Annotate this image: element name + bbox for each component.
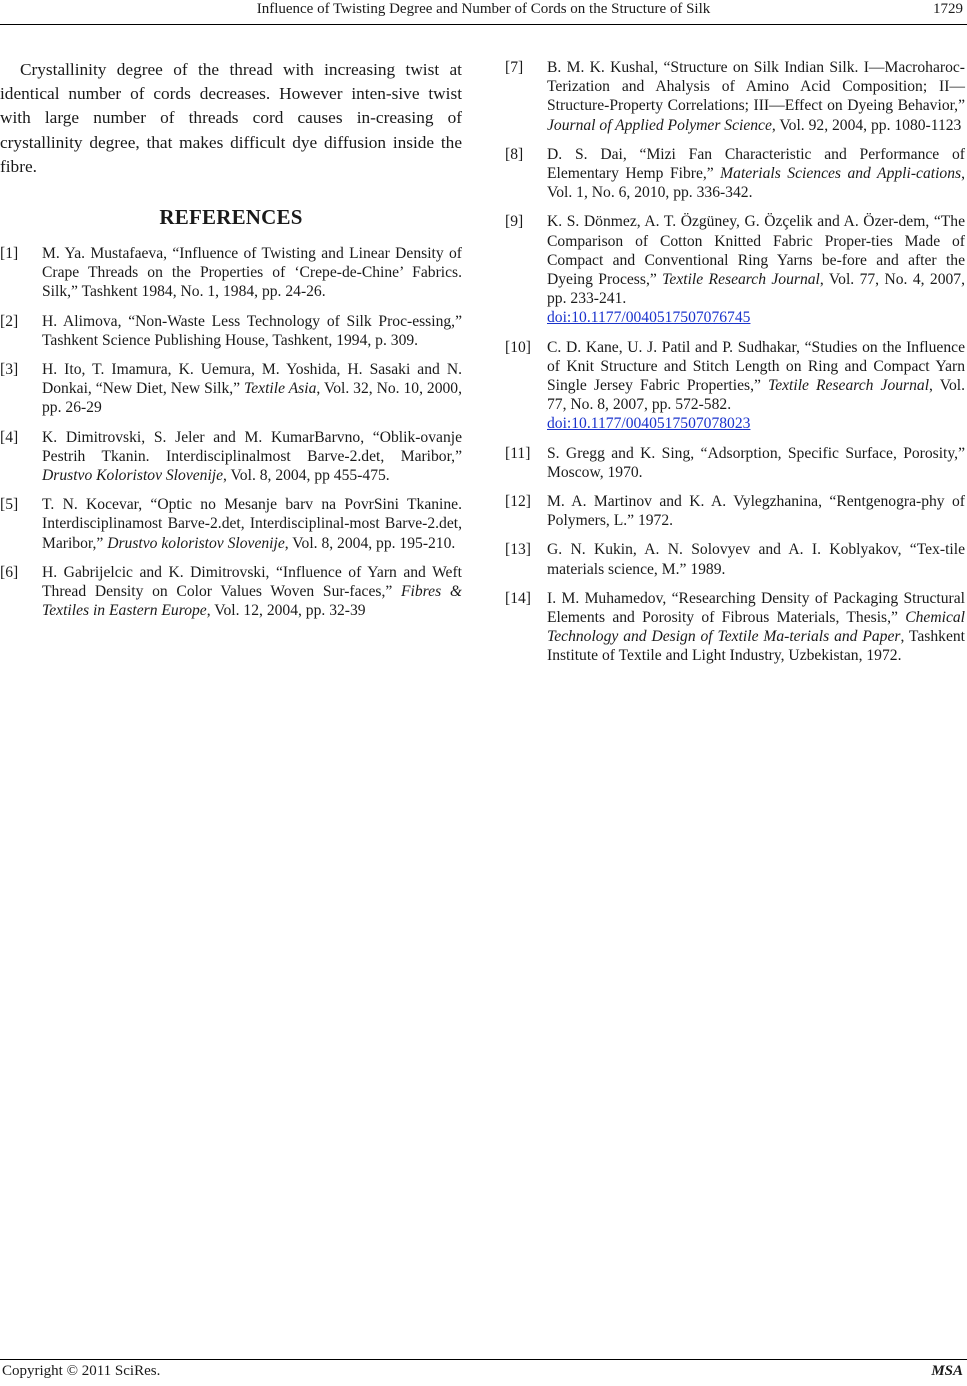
reference-source-title: Chemical Technology and Design of Textile Ma-terials and Paper: [547, 609, 965, 646]
doi-link[interactable]: doi:10.1177/0040517507078023: [547, 415, 751, 433]
reference-citation: M. Ya. Mustafaeva, “Influence of Twisting and Linear Density of Crape Threads on the Properties of ‘Crepe-de-Chine’ Fabrics. Silk,” Tashkent 1984, No. 1, 1984, pp. 24-26.: [42, 245, 462, 301]
references-heading: REFERENCES: [159, 205, 303, 230]
reference-entry: [505, 338, 965, 434]
reference-text: [547, 338, 965, 434]
reference-number: [14]: [505, 589, 531, 607]
reference-number: [3]: [0, 361, 19, 379]
reference-entry: [505, 58, 965, 135]
reference-text: [42, 563, 462, 621]
reference-text: [547, 589, 965, 666]
reference-details: , Vol. 12, 2004, pp. 32-39: [206, 602, 366, 620]
reference-text: [547, 145, 965, 203]
running-header: [0, 0, 967, 25]
reference-entry: [0, 312, 462, 350]
reference-details: , Vol. 1, No. 6, 2010, pp. 336-342.: [547, 165, 965, 202]
page-footer: [0, 1359, 967, 1386]
reference-number: [8]: [505, 145, 524, 163]
reference-citation: C. D. Kane, U. J. Patil and P. Sudhakar, “Studies on the Influence of Knit Structure and Stitch Length on Ring and Compact Yarn Single Jersey Fabric Properties,”: [547, 338, 965, 395]
reference-entry: [0, 360, 462, 418]
reference-source-title: Fibres & Textiles in Eastern Europe: [42, 583, 462, 620]
reference-details: , Vol. 8, 2004, pp. 195-210.: [284, 534, 456, 552]
reference-source-title: Materials Sciences and Appli-cations: [720, 165, 962, 183]
reference-entry: [505, 145, 965, 203]
reference-number: [10]: [505, 338, 531, 356]
reference-text: [547, 540, 965, 578]
running-title: Influence of Twisting Degree and Number of Cords on the Structure of Silk: [256, 1, 711, 17]
journal-abbrev: MSA: [931, 1363, 963, 1379]
reference-entry: [505, 444, 965, 482]
reference-number: [4]: [0, 428, 19, 446]
reference-citation: H. Ito, T. Imamura, K. Uemura, M. Yoshida, H. Sasaki and N. Donkai, “New Diet, New Silk,”: [42, 361, 462, 398]
right-column: [505, 40, 965, 676]
reference-entry: [0, 428, 462, 486]
reference-number: [6]: [0, 563, 19, 581]
reference-citation: K. S. Dönmez, A. T. Özgüney, G. Özçelik and A. Özer-dem, “The Comparison of Cotton Knitted Fabric Proper-ties Made of Compact and Conventional Ring Yarns be-fore and after the Dyeing Process,”: [547, 213, 965, 289]
reference-text: [547, 492, 965, 530]
reference-citation: I. M. Muhamedov, “Researching Density of Packaging Structural Elements and Porosity of Fibrous Materials, Thesis,”: [547, 589, 965, 627]
doi-link[interactable]: doi:10.1177/0040517507076745: [547, 309, 751, 327]
reference-entry: [505, 589, 965, 666]
reference-source-title: Textile Research Journal: [662, 271, 820, 289]
reference-text: [42, 428, 462, 486]
reference-citation: S. Gregg and K. Sing, “Adsorption, Specific Surface, Porosity,” Moscow, 1970.: [547, 444, 965, 481]
reference-source-title: Textile Asia: [244, 380, 317, 398]
reference-text: [42, 312, 462, 350]
page-number: 1729: [933, 1, 963, 17]
reference-number: [7]: [505, 59, 524, 76]
reference-source-title: Drustvo Koloristov Slovenije: [42, 467, 224, 485]
reference-citation: T. N. Kocevar, “Optic no Mesanje barv na PovrSini Tkanine. Interdisciplinamost Barve-2.det, Interdisciplinal-most Barve-2.det, Maribor,”: [42, 496, 462, 552]
reference-entry: [505, 212, 965, 327]
reference-text: [42, 244, 462, 302]
reference-citation: K. Dimitrovski, S. Jeler and M. KumarBarvno, “Oblik-ovanje Pestrih Tkanin. Interdisciplinalmost Barve-2.det, Maribor,”: [42, 428, 462, 465]
reference-details: , Vol. 8, 2004, pp 455-475.: [223, 467, 390, 485]
body-paragraph: Crystallinity degree of the thread with increasing twist at identical number of cords decreases. However inten-sive twist with large number of threads cord causes in-creasing of crystallinity degree, that makes difficult dye diffusion inside the fibre.: [0, 60, 462, 176]
reference-entry: [505, 540, 965, 578]
reference-number: [1]: [0, 245, 19, 263]
reference-text: [42, 360, 462, 418]
reference-citation: G. N. Kukin, A. N. Solovyev and A. I. Koblyakov, “Tex-tile materials science, M.” 1989.: [547, 541, 965, 578]
reference-citation: B. M. K. Kushal, “Structure on Silk Indian Silk. I—Macroharoc-Terization and Ahalysis of Amino Acid Composition; II—Structure-Property Correlations; III—Effect on Dyeing Behavior,”: [547, 59, 965, 115]
reference-entry: [0, 495, 462, 553]
reference-list-right: [505, 58, 965, 666]
reference-list-left: [0, 244, 462, 620]
reference-details: , Vol. 77, No. 4, 2007, pp. 233-241.: [547, 271, 965, 308]
reference-text: [547, 212, 965, 327]
reference-entry: [0, 244, 462, 302]
reference-number: [12]: [505, 493, 531, 511]
reference-citation: D. S. Dai, “Mizi Fan Characteristic and Performance of Elementary Hemp Fibre,”: [547, 145, 965, 183]
reference-source-title: Drustvo koloristov Slovenije: [107, 534, 285, 552]
reference-source-title: Journal of Applied Polymer Science: [547, 116, 772, 134]
reference-entry: [0, 563, 462, 621]
reference-number: [13]: [505, 541, 531, 559]
left-column: [0, 40, 462, 630]
reference-details: , Vol. 92, 2004, pp. 1080-1123: [771, 116, 962, 134]
reference-number: [11]: [505, 444, 531, 462]
reference-text: [42, 495, 462, 553]
reference-details: , Tashkent Institute of Textile and Light Industry, Uzbekistan, 1972.: [547, 628, 965, 665]
reference-details: , Vol. 32, No. 10, 2000, pp. 26-29: [42, 380, 462, 417]
reference-citation: H. Alimova, “Non-Waste Less Technology of Silk Proc-essing,” Tashkent Science Publishing House, Tashkent, 1994, p. 309.: [42, 312, 462, 349]
reference-source-title: Textile Research Journal: [767, 377, 930, 395]
reference-number: [9]: [505, 213, 524, 231]
reference-citation: M. A. Martinov and K. A. Vylegzhanina, “Rentgenogra-phy of Polymers, L.” 1972.: [547, 493, 965, 530]
reference-text: [547, 444, 965, 482]
reference-citation: H. Gabrijelcic and K. Dimitrovski, “Influence of Yarn and Weft Thread Density on Color Values Woven Sur-faces,”: [42, 563, 462, 601]
reference-entry: [505, 492, 965, 530]
copyright-notice: Copyright © 2011 SciRes.: [2, 1363, 161, 1379]
reference-details: , Vol. 77, No. 8, 2007, pp. 572-582.: [547, 377, 965, 414]
reference-number: [2]: [0, 312, 19, 330]
reference-number: [5]: [0, 496, 19, 514]
reference-text: [547, 58, 965, 135]
